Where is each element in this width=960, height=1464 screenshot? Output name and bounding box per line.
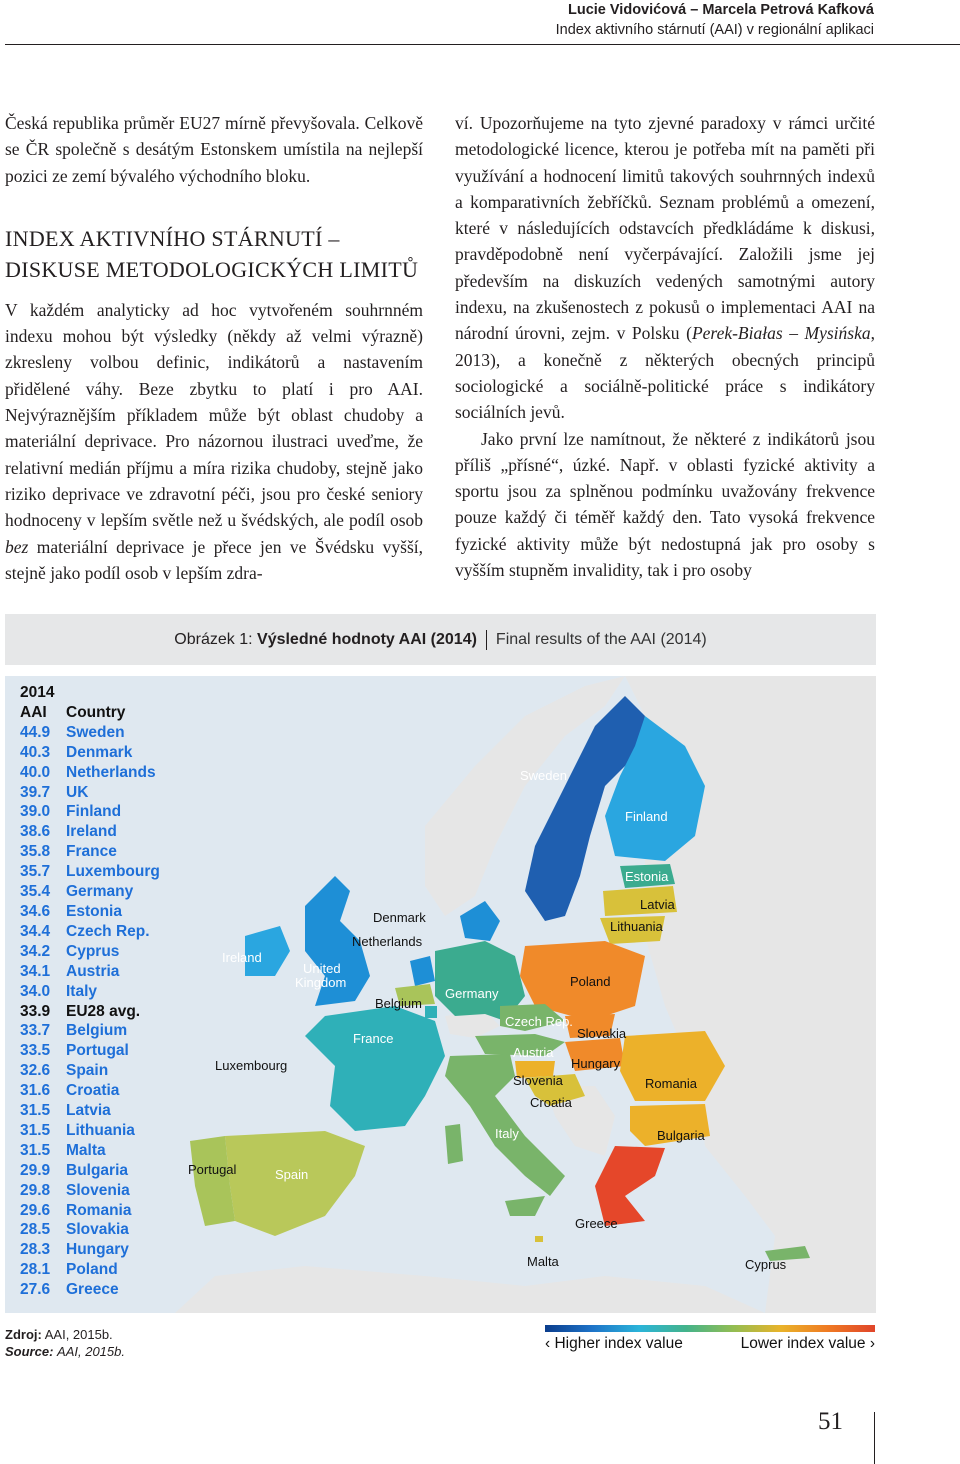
legend-row xyxy=(20,723,160,743)
legend-country: Ireland xyxy=(66,823,117,841)
legend-row xyxy=(20,942,160,962)
map-label-netherlands: Netherlands xyxy=(352,934,423,949)
right-column xyxy=(455,110,875,583)
legend-country: UK xyxy=(66,783,89,801)
legend-value: 40.0 xyxy=(20,763,51,781)
legend-row xyxy=(20,1041,160,1061)
source-cz-text: AAI, 2015b. xyxy=(44,1327,113,1342)
source-cz xyxy=(5,1326,125,1343)
caption-cz xyxy=(174,631,477,649)
legend-country: Belgium xyxy=(66,1022,128,1040)
map-label-slovakia: Slovakia xyxy=(577,1026,627,1041)
legend-country: Slovenia xyxy=(66,1181,130,1199)
running-header xyxy=(556,0,874,40)
region-luxembourg xyxy=(425,1006,437,1018)
heading-line-2: DISKUSE METODOLOGICKÝCH LIMITŮ xyxy=(5,256,419,282)
legend-country: Greece xyxy=(66,1281,119,1299)
paragraph: Česká republika průměr EU27 mírně převyšovala. Celkově se ČR společně s desátým Estonskem umístila na nejlepší pozici ze zemí bývalého východního bloku. xyxy=(5,113,423,186)
legend-row xyxy=(20,842,160,862)
scale-left-text: Higher index value xyxy=(554,1335,683,1352)
legend-value: 32.6 xyxy=(20,1062,51,1080)
source-en-text: AAI, 2015b. xyxy=(57,1344,125,1359)
legend-country: Slovakia xyxy=(66,1221,129,1239)
legend-value: 34.4 xyxy=(20,922,51,940)
legend-row xyxy=(20,1240,160,1260)
map-label-belgium: Belgium xyxy=(375,996,422,1011)
source-en-label: Source: xyxy=(5,1344,54,1359)
legend-value: 34.2 xyxy=(20,942,51,960)
header-authors: Lucie Vidovićová – Marcela Petrová Kafková xyxy=(568,2,874,18)
paragraph xyxy=(455,110,875,426)
map-label-lithuania: Lithuania xyxy=(610,919,663,934)
paragraph-text-end: materiální deprivace je přece jen ve Švédsku vyšší, stejně jako podíl osob v lepším zdra- xyxy=(5,536,423,583)
legend-col-country: Country xyxy=(66,703,126,721)
legend-country: Lithuania xyxy=(66,1121,135,1139)
map-label-latvia: Latvia xyxy=(640,897,675,912)
region-greece xyxy=(595,1146,665,1226)
legend-country: Spain xyxy=(66,1062,109,1080)
paragraph-text: ví. Upozorňujeme na tyto zjevné paradoxy v rámci určité metodologické licence, kterou je potřeba mít na paměti při využívání a hodnocení limitů takových souhrnných indexů a komparativních žebříčků. Seznam problémů a omezení, které v následujících odstavcích předkládáme k diskusi, pravděpodobně není vyčerpávající. Založili jsme jej především na diskuzích vedených samotnými autory indexu, na zkušenostech z pokusů o implementaci AAI na národní úrovni, zejm. v Polsku ( xyxy=(455,113,875,344)
map-label-spain: Spain xyxy=(275,1167,309,1182)
legend-country: Finland xyxy=(66,803,122,821)
paragraph: Jako první lze namítnout, že některé z indikátorů jsou příliš „přísné“, úzké. Např. v oblasti fyzické aktivity a sportu jsou za splněnou podmínku uvažovány frekvence pouze každý či téměř každý den. Tato vysoká frekvence fyzické aktivity může být nedostupná jak pro osoby s vyšším stupněm invalidity, tak i pro osoby xyxy=(455,428,875,581)
legend-row xyxy=(20,1201,160,1221)
legend-country: Portugal xyxy=(66,1042,129,1060)
page-number-rule xyxy=(874,1412,875,1464)
citation: Perek-Białas – Mysińska xyxy=(691,323,871,344)
legend-row xyxy=(20,1260,160,1280)
italic-word: bez xyxy=(5,536,29,557)
legend-row xyxy=(20,1121,160,1141)
left-column xyxy=(5,110,423,586)
legend-country: Denmark xyxy=(66,743,133,761)
legend-row xyxy=(20,902,160,922)
legend-country: Austria xyxy=(66,962,120,980)
legend-row xyxy=(20,1161,160,1181)
legend-country: Hungary xyxy=(66,1241,129,1259)
map-label-portugal: Portugal xyxy=(188,1162,237,1177)
header-title: Index aktivního stárnutí (AAI) v regionální aplikaci xyxy=(555,22,874,38)
legend-row xyxy=(20,822,160,842)
legend-value: 28.3 xyxy=(20,1241,51,1259)
map-label-luxembourg: Luxembourg xyxy=(215,1058,288,1073)
legend-country: Germany xyxy=(66,883,134,901)
legend-header-row xyxy=(20,703,160,723)
region-spain xyxy=(225,1131,365,1236)
map-label-uk-2: Kingdom xyxy=(295,975,347,990)
legend-country: Romania xyxy=(66,1201,132,1219)
map-label-cyprus: Cyprus xyxy=(745,1257,787,1272)
legend-value: 29.8 xyxy=(20,1181,51,1199)
legend-row xyxy=(20,862,160,882)
paragraph xyxy=(5,297,423,586)
color-scale xyxy=(545,1325,875,1353)
legend-value: 33.7 xyxy=(20,1022,51,1040)
legend-value: 35.7 xyxy=(20,863,51,881)
legend-row xyxy=(20,1002,160,1022)
legend-value: 35.4 xyxy=(20,883,51,901)
figure-source xyxy=(5,1326,125,1360)
legend-value: 34.0 xyxy=(20,982,51,1000)
legend-value: 31.6 xyxy=(20,1082,51,1100)
color-scale-labels xyxy=(545,1335,875,1353)
legend-value: 28.5 xyxy=(20,1221,51,1239)
legend-value: 38.6 xyxy=(20,823,51,841)
legend-country: Sweden xyxy=(66,723,125,741)
source-en xyxy=(5,1343,125,1360)
legend-value: 34.6 xyxy=(20,902,51,920)
map-label-ireland: Ireland xyxy=(222,950,262,965)
legend-row xyxy=(20,1061,160,1081)
aai-ranking-legend xyxy=(20,683,160,1300)
map-label-hungary: Hungary xyxy=(571,1056,621,1071)
legend-year-row xyxy=(20,683,160,703)
legend-value: 33.5 xyxy=(20,1042,51,1060)
map-label-malta: Malta xyxy=(527,1254,559,1269)
legend-value: 39.0 xyxy=(20,803,51,821)
figure-caption xyxy=(5,614,876,665)
legend-row xyxy=(20,982,160,1002)
legend-value: 34.1 xyxy=(20,962,51,980)
map-label-finland: Finland xyxy=(625,809,668,824)
legend-row xyxy=(20,1280,160,1300)
map-label-poland: Poland xyxy=(570,974,611,989)
legend-value: 31.5 xyxy=(20,1102,51,1120)
scale-left-label xyxy=(545,1335,683,1353)
legend-country: Italy xyxy=(66,982,98,1000)
legend-country: Czech Rep. xyxy=(66,922,150,940)
map-label-czech: Czech Rep. xyxy=(505,1014,573,1029)
region-denmark xyxy=(460,901,500,941)
legend-value: 35.8 xyxy=(20,843,51,861)
paragraph-text: V každém analyticky ad hoc vytvořeném souhrnném indexu mohou být výsledky (někdy až velmi výrazně) zkresleny volbou definic, indikátorů a nastavením přidělené váhy. Beze zbytku to platí i pro AAI. Nejvýraznějším příkladem může být oblast chudoby a materiální deprivace. Pro názornou ilustraci uveďme, že relativní medián příjmu a míra rizika chudoby, stejně jako riziko deprivace ve zdravotní péči, jsou pro české seniory hodnoceny v lepším světle než u švédských, ale podíl osob xyxy=(5,299,423,531)
legend-row xyxy=(20,802,160,822)
caption-separator xyxy=(486,630,487,650)
map-label-croatia: Croatia xyxy=(530,1095,572,1110)
legend-value: 27.6 xyxy=(20,1281,51,1299)
legend-row xyxy=(20,1021,160,1041)
legend-row xyxy=(20,763,160,783)
heading-line-1: INDEX AKTIVNÍHO STÁRNUTÍ – xyxy=(5,225,340,251)
legend-value: 28.1 xyxy=(20,1261,51,1279)
map-label-austria: Austria xyxy=(513,1045,554,1060)
legend-country: EU28 avg. xyxy=(66,1002,141,1020)
chevron-left-icon: ‹ xyxy=(545,1335,555,1352)
region-malta xyxy=(535,1236,543,1242)
legend-country: Netherlands xyxy=(66,763,156,781)
region-netherlands xyxy=(410,956,435,986)
map-label-uk-1: United xyxy=(303,961,341,976)
legend-value: 40.3 xyxy=(20,743,51,761)
legend-row xyxy=(20,743,160,763)
map-label-slovenia: Slovenia xyxy=(513,1073,563,1088)
map-label-greece: Greece xyxy=(575,1216,618,1231)
paragraph-text-end: , 2013), a konečně z některých obecných principů sociologické a sociálně-politické práce s indikátory sociálních jevů. xyxy=(455,323,875,423)
map-label-denmark: Denmark xyxy=(373,910,426,925)
chevron-right-icon: › xyxy=(865,1335,875,1352)
scale-right-label xyxy=(741,1335,875,1353)
map-label-germany: Germany xyxy=(445,986,499,1001)
legend-country: Latvia xyxy=(66,1102,111,1120)
legend-row xyxy=(20,783,160,803)
source-cz-label: Zdroj: xyxy=(5,1327,42,1342)
caption-en: Final results of the AAI (2014) xyxy=(495,630,707,648)
map-label-estonia: Estonia xyxy=(625,869,669,884)
legend-row xyxy=(20,922,160,942)
legend-value: 39.7 xyxy=(20,783,51,801)
section-heading xyxy=(5,223,423,285)
legend-value: 31.5 xyxy=(20,1141,51,1159)
region-france xyxy=(305,1006,445,1131)
legend-value: 44.9 xyxy=(20,723,51,741)
legend-country: Estonia xyxy=(66,902,122,920)
map-label-romania: Romania xyxy=(645,1076,698,1091)
legend-country: Cyprus xyxy=(66,942,120,960)
map-label-sweden: Sweden xyxy=(520,768,567,783)
map-label-france: France xyxy=(353,1031,394,1046)
legend-col-aai: AAI xyxy=(20,703,47,721)
legend-country: France xyxy=(66,843,117,861)
legend-country: Poland xyxy=(66,1261,118,1279)
legend-row xyxy=(20,1141,160,1161)
legend-country: Croatia xyxy=(66,1082,120,1100)
color-scale-bar xyxy=(545,1325,875,1332)
legend-row xyxy=(20,1220,160,1240)
map-label-bulgaria: Bulgaria xyxy=(657,1128,705,1143)
caption-cz-title: Výsledné hodnoty AAI (2014) xyxy=(257,630,477,648)
region-sicily xyxy=(505,1196,545,1216)
map-label-italy: Italy xyxy=(495,1126,519,1141)
legend-value: 33.9 xyxy=(20,1002,51,1020)
legend-row xyxy=(20,1101,160,1121)
legend-country: Luxembourg xyxy=(66,863,160,881)
north-africa xyxy=(175,1266,765,1313)
legend-row xyxy=(20,1181,160,1201)
legend-value: 31.5 xyxy=(20,1121,51,1139)
legend-row xyxy=(20,882,160,902)
scale-right-text: Lower index value xyxy=(740,1335,866,1352)
legend-rows xyxy=(20,723,160,1300)
header-rule xyxy=(5,44,960,45)
legend-row xyxy=(20,1081,160,1101)
region-sardinia xyxy=(445,1124,463,1164)
legend-value: 29.6 xyxy=(20,1201,51,1219)
legend-country: Malta xyxy=(66,1141,106,1159)
legend-country: Bulgaria xyxy=(66,1161,129,1179)
legend-value: 29.9 xyxy=(20,1161,51,1179)
legend-year: 2014 xyxy=(20,684,55,701)
caption-prefix: Obrázek 1: xyxy=(174,630,253,648)
page-number: 51 xyxy=(818,1408,843,1435)
legend-row xyxy=(20,962,160,982)
